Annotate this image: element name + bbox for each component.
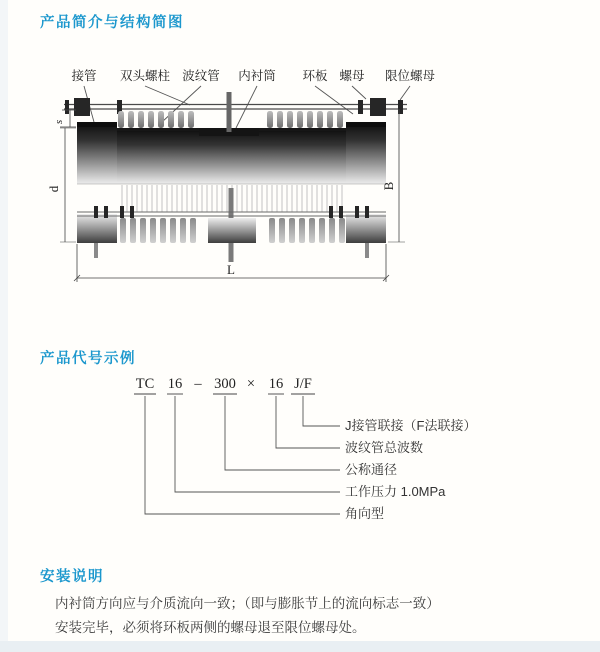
- dim-b-label: B: [381, 181, 396, 191]
- code-segment-times: ×: [246, 376, 256, 392]
- connection-pipe-label: 接管: [71, 69, 97, 83]
- install-heading: 安装说明: [40, 569, 104, 585]
- code-note-diameter: 公称通径: [345, 462, 398, 477]
- bottom-margin-strip: [0, 641, 600, 652]
- code-segment-waves: 16: [268, 376, 284, 392]
- bellows-label: 波纹管: [182, 69, 220, 83]
- ring-plate-label: 环板: [302, 69, 328, 83]
- nut-label: 螺母: [339, 69, 365, 83]
- tie-rod-top: [64, 98, 407, 116]
- code-note-connection: J接管联接（F法联接）: [345, 418, 477, 433]
- liner-label: 内衬筒: [238, 69, 276, 83]
- center-stud: [227, 92, 232, 132]
- dim-l-label: L: [227, 262, 235, 277]
- structure-diagram: [30, 64, 470, 317]
- code-segment-diameter: 300: [214, 376, 236, 392]
- code-segment-connection: J/F: [294, 376, 312, 392]
- dim-s-label: s: [53, 119, 65, 125]
- stud-label: 双头螺柱: [119, 69, 171, 83]
- code-segment-pressure: 16: [167, 376, 183, 392]
- limit-nut-label: 限位螺母: [384, 69, 436, 83]
- code-note-waves: 波纹管总波数: [345, 440, 424, 455]
- upper-body: [77, 92, 386, 184]
- code-connectors: [145, 396, 340, 514]
- code-example-diagram: [95, 374, 555, 539]
- code-note-type: 角向型: [345, 506, 385, 521]
- code-segment-type: TC: [135, 376, 155, 392]
- install-line-1: 内衬筒方向应与介质流向一致；（即与膨胀节上的流向标志一致）: [55, 596, 440, 611]
- install-instructions: [55, 592, 555, 640]
- left-margin-strip: [0, 0, 8, 652]
- intro-heading: 产品简介与结构简图: [40, 15, 184, 31]
- dim-d-label: d: [46, 185, 61, 193]
- code-note-pressure: 工作压力 1.0MPa: [345, 484, 446, 499]
- install-line-2: 安装完毕，必须将环板两侧的螺母退至限位螺母处。: [55, 620, 366, 635]
- lower-body: [77, 214, 386, 243]
- code-segment-dash: –: [194, 376, 202, 392]
- code-heading: 产品代号示例: [40, 351, 136, 367]
